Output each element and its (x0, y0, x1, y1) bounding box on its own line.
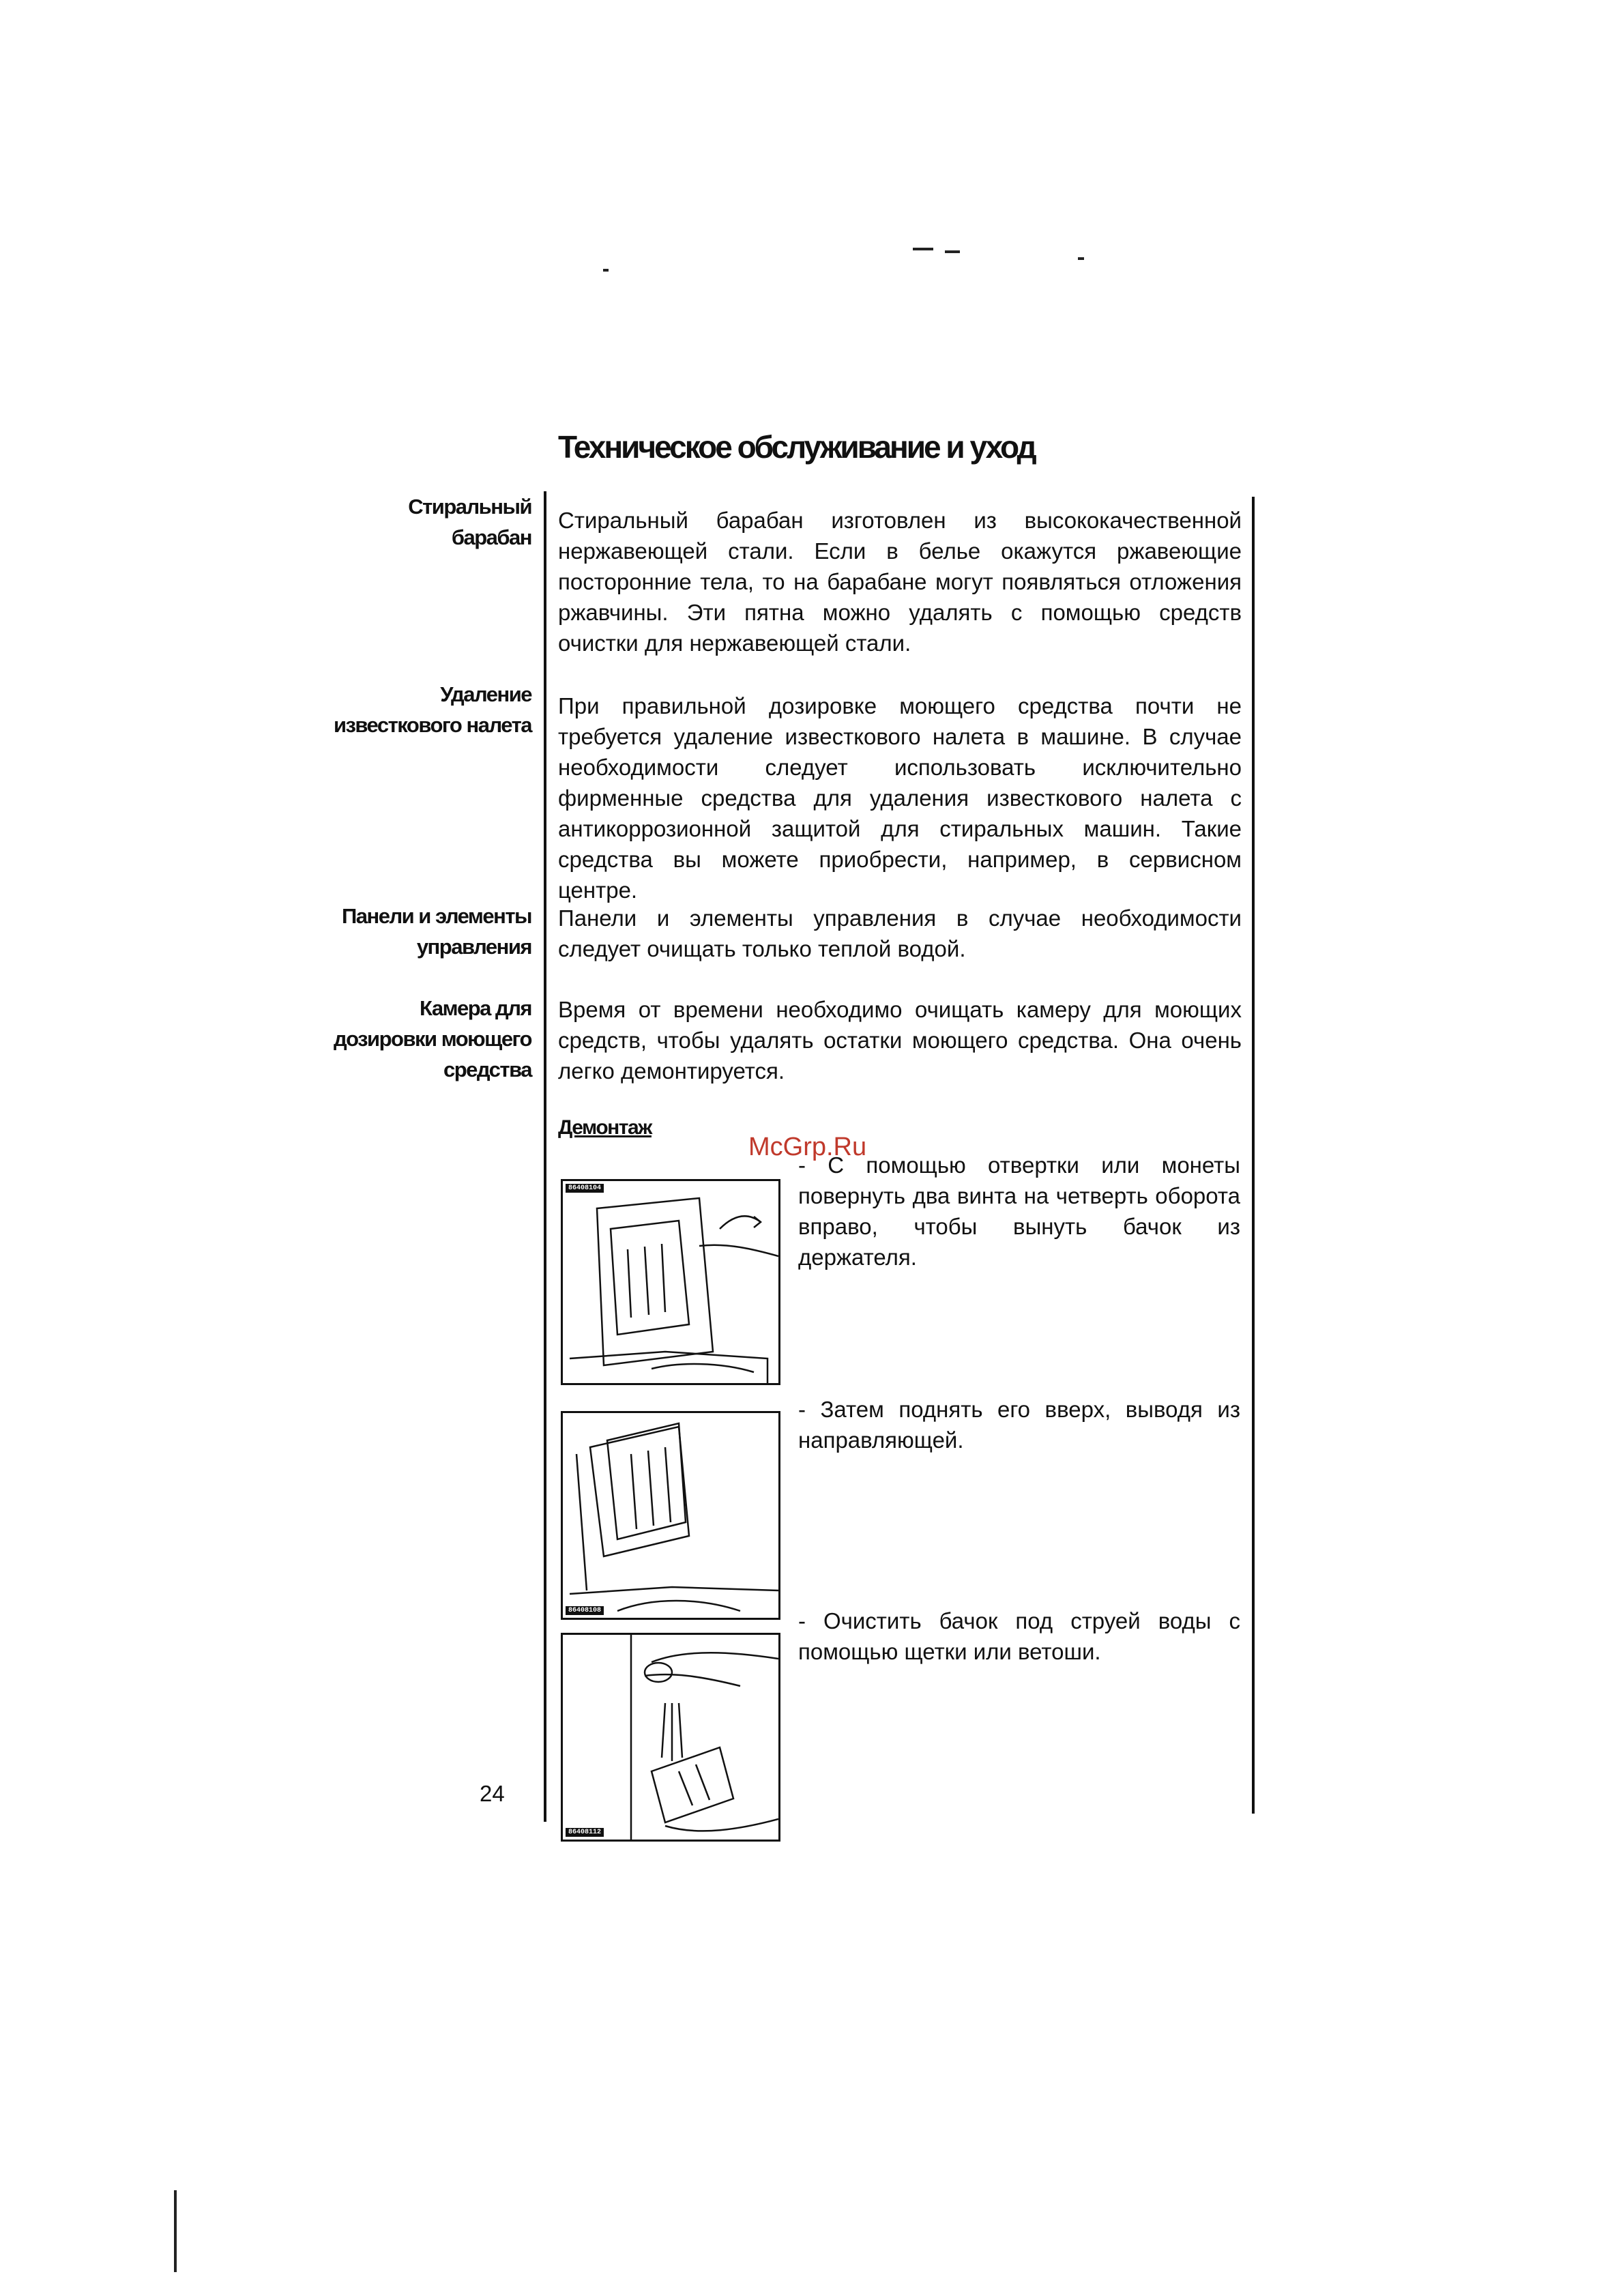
figure-code: 86408104 (566, 1184, 604, 1193)
text-detergent-drawer: Время от времени необходимо очищать камеру для моющих средств, чтобы удалять остатки моющего средства. Она очень легко демонтируется. (558, 997, 1242, 1084)
heading-control-panels: Панели и элементы управления (341, 904, 531, 959)
drawer-unscrew-illustration (563, 1181, 778, 1383)
drawer-clean-illustration (563, 1635, 778, 1840)
page-title: Техническое обслуживание и уход (558, 429, 1035, 465)
figure-unscrew-drawer (561, 1179, 780, 1385)
text-control-panels: Панели и элементы управления в случае необходимости следует очищать только теплой водой. (558, 905, 1242, 961)
left-column-rule (544, 491, 546, 1822)
drawer-lift-illustration (563, 1413, 778, 1618)
step-unscrew-text: - С помощью отвертки или монеты повернуть два винта на четверть оборота вправо, чтобы вынуть бачок из держателя. (798, 1152, 1240, 1270)
scan-speck (174, 2190, 177, 2272)
text-descaling: При правильной дозировке моющего средства почти не требуется удаление известкового налета в машине. В случае необходимости следует использовать исключительно фирменные средства для удаления известкового налета с антикоррозионной защитой для стиральных машин. Такие средства вы можете приобрести, например, в сервисном центре. (558, 693, 1242, 903)
scan-speck (1078, 257, 1084, 260)
figure-clean-drawer (561, 1633, 780, 1842)
heading-detergent-drawer: Камера для дозировки моющего средства (333, 996, 531, 1081)
step-clean-text: - Очистить бачок под струей воды с помощью щетки или ветоши. (798, 1608, 1240, 1664)
figure-code: 86408108 (566, 1606, 604, 1615)
watermark: McGrp.Ru (748, 1133, 867, 1161)
page-number: 24 (480, 1781, 505, 1806)
scan-speck (945, 250, 960, 253)
figure-lift-drawer (561, 1411, 780, 1620)
scan-speck (913, 248, 933, 250)
heading-descaling: Удаление известкового налета (333, 682, 531, 737)
scan-speck (603, 269, 609, 272)
right-column-rule (1252, 497, 1255, 1814)
text-washing-drum: Стиральный барабан изготовлен из высококачественной нержавеющей стали. Если в белье окажутся ржавеющие посторонние тела, то на барабане могут появляться отложения ржавчины. Эти пятна можно удалять с помощью средств очистки для нержавеющей стали. (558, 508, 1242, 656)
heading-washing-drum: Стиральный барабан (408, 495, 531, 549)
step-lift-text: - Затем поднять его вверх, выводя из направляющей. (798, 1397, 1240, 1453)
dismantling-heading: Демонтаж (558, 1116, 652, 1139)
figure-code: 86408112 (566, 1828, 604, 1837)
